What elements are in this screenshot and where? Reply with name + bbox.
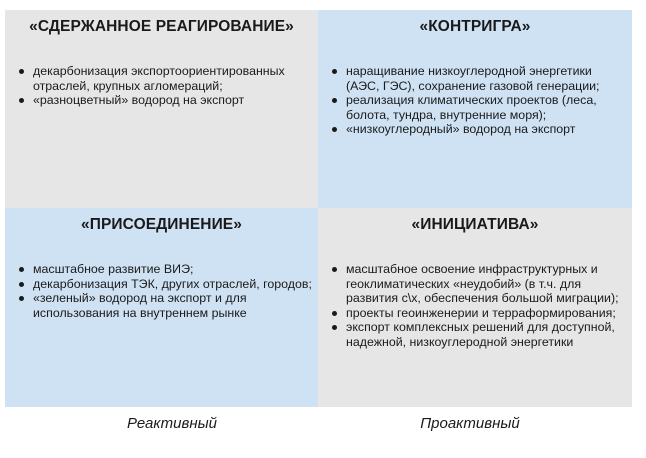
list-item: [332, 122, 628, 137]
list-item-text: наращивание низкоуглеродной энергетики (АЭС, ГЭС), сохранение газовой генерации;: [346, 64, 600, 93]
list-item: [332, 262, 628, 306]
list-item-text: масштабное освоение инфраструктурных и геоклиматических «неудобий» (в т.ч. для развития с\х, обеспечения большой миграции);: [346, 262, 619, 306]
list-item: [19, 277, 314, 292]
list-item: [332, 93, 628, 122]
list-item-text: реализация климатических проектов (леса, болота, тундра, внутренние моря);: [346, 93, 597, 122]
list-item-text: экспорт комплексных решений для доступной, надежной, низкоуглеродной энергетики: [346, 320, 615, 349]
quadrant-title: «ИНИЦИАТИВА»: [411, 216, 539, 233]
list-item-text: «низкоуглеродный» водород на экспорт: [346, 122, 576, 137]
list-item-text: декарбонизация ТЭК, других отраслей, городов;: [33, 276, 312, 291]
list-item: [332, 320, 628, 349]
list-item-text: проекты геоинженерии и терраформирования;: [346, 305, 616, 320]
list-item-text: «разноцветный» водород на экспорт: [33, 93, 245, 108]
list-item: [19, 93, 314, 108]
list-item: [332, 64, 628, 93]
bullet-icon: [19, 98, 24, 103]
axis-label-proactive: Проактивный: [420, 415, 520, 432]
bullet-icon: [332, 267, 337, 272]
quadrant-list: [19, 262, 314, 320]
quadrant-title: «СДЕРЖАННОЕ РЕАГИРОВАНИЕ»: [29, 18, 294, 35]
bullet-icon: [332, 311, 337, 316]
quadrant-list: [332, 64, 628, 137]
list-item: [332, 306, 628, 321]
list-item: [19, 262, 314, 277]
quadrant-title: «ПРИСОЕДИНЕНИЕ»: [81, 216, 242, 233]
quadrant-title: «КОНТРИГРА»: [419, 18, 531, 35]
axis-label-reactive: Реактивный: [127, 415, 217, 432]
list-item: [19, 291, 314, 320]
quadrant-accession: [5, 208, 318, 407]
list-item-text: «зеленый» водород на экспорт и для использования на внутреннем рынке: [33, 291, 247, 320]
bullet-icon: [19, 282, 24, 287]
bullet-icon: [19, 69, 24, 74]
quadrant-restrained-response: [5, 10, 318, 208]
quadrant-counterplay: [318, 10, 632, 208]
bullet-icon: [332, 98, 337, 103]
quadrant-initiative: [318, 208, 632, 407]
quadrant-list: [332, 262, 628, 350]
list-item: [19, 64, 314, 93]
bullet-icon: [19, 296, 24, 301]
bullet-icon: [332, 69, 337, 74]
quadrant-list: [19, 64, 314, 108]
list-item-text: масштабное развитие ВИЭ;: [33, 262, 194, 276]
bullet-icon: [332, 325, 337, 330]
list-item-text: декарбонизация экспортоориентированных отраслей, крупных агломераций;: [33, 64, 285, 93]
bullet-icon: [19, 267, 24, 272]
strategy-matrix: [5, 10, 632, 407]
bullet-icon: [332, 127, 337, 132]
